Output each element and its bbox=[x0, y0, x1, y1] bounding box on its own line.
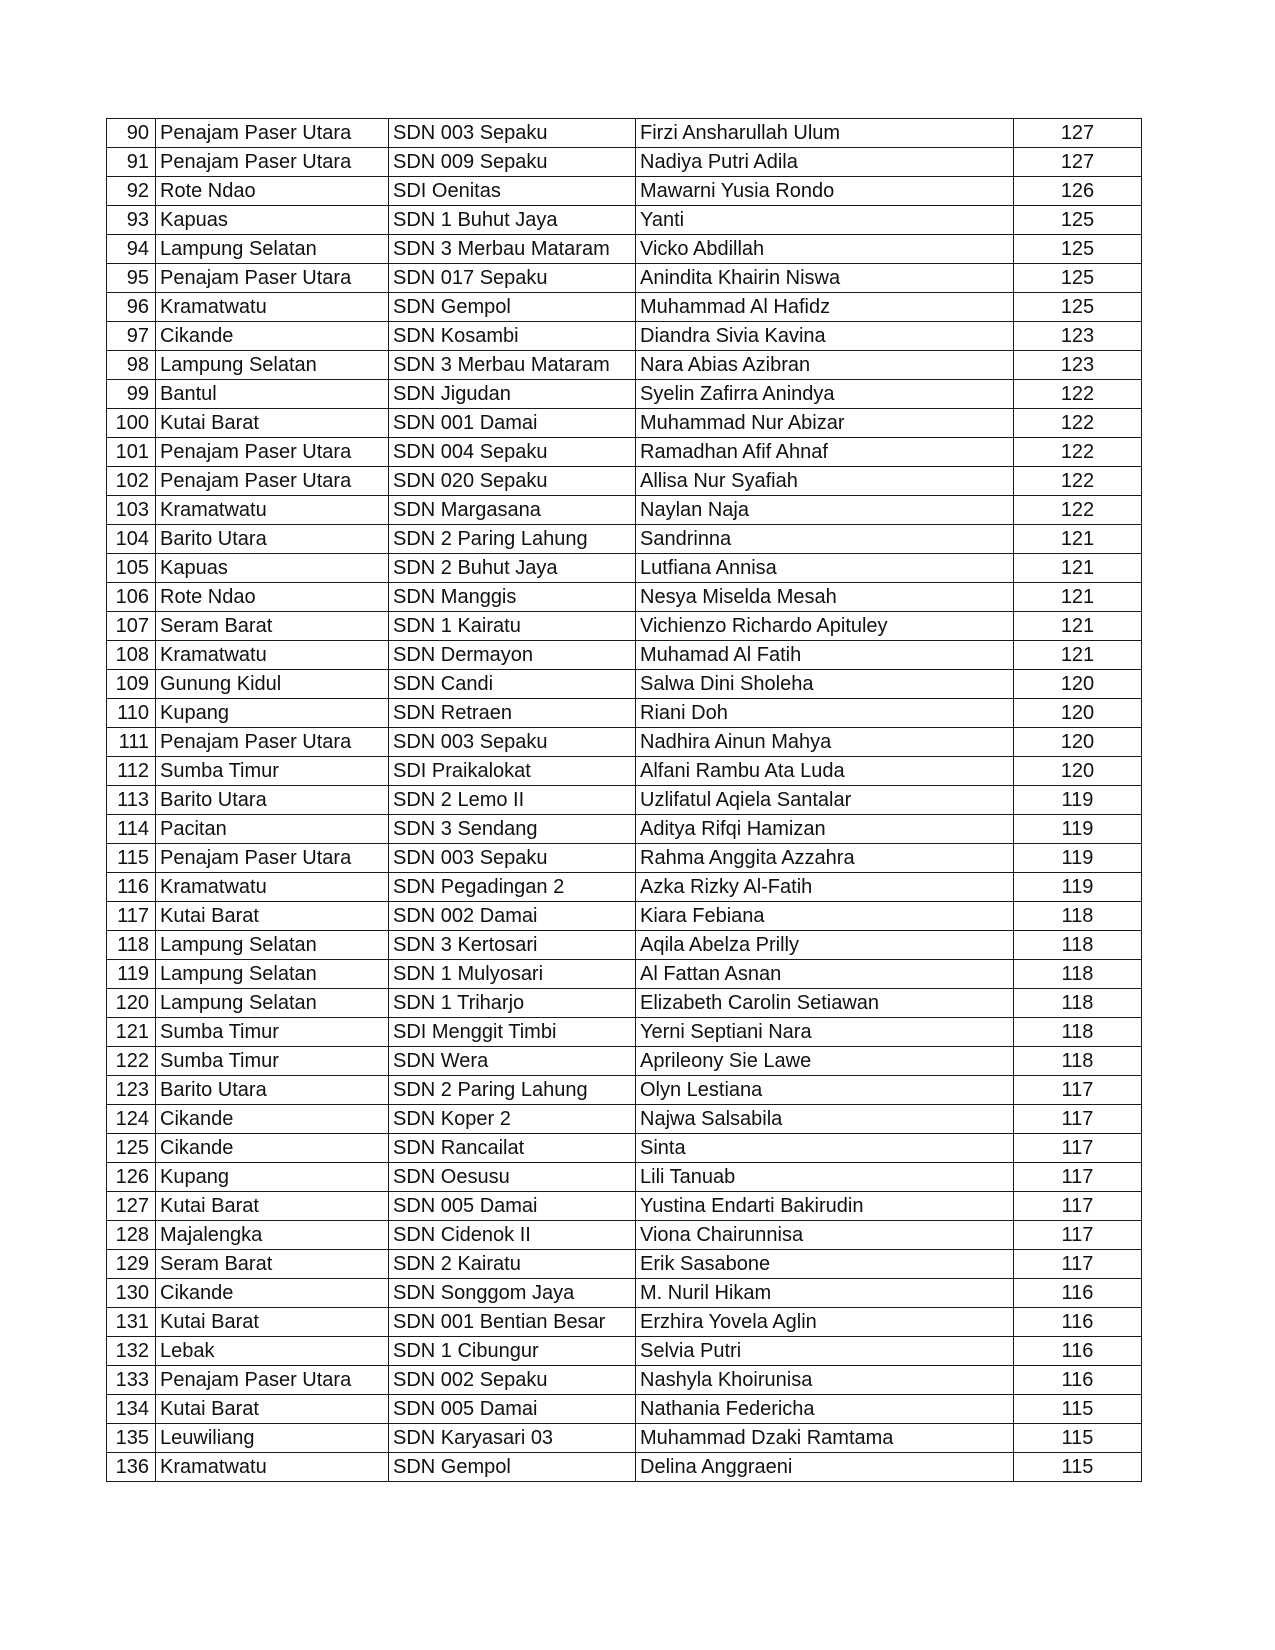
score-cell: 123 bbox=[1014, 351, 1142, 380]
score-cell: 115 bbox=[1014, 1453, 1142, 1482]
school-cell: SDN 004 Sepaku bbox=[389, 438, 636, 467]
school-cell: SDN Margasana bbox=[389, 496, 636, 525]
student-name-cell: Diandra Sivia Kavina bbox=[636, 322, 1014, 351]
rank-number-cell: 117 bbox=[107, 902, 156, 931]
score-cell: 127 bbox=[1014, 148, 1142, 177]
student-name-cell: Alfani Rambu Ata Luda bbox=[636, 757, 1014, 786]
score-cell: 115 bbox=[1014, 1395, 1142, 1424]
student-name-cell: Anindita Khairin Niswa bbox=[636, 264, 1014, 293]
rank-number-cell: 136 bbox=[107, 1453, 156, 1482]
table-row bbox=[107, 1018, 1142, 1047]
table-row bbox=[107, 1395, 1142, 1424]
school-cell: SDN 1 Buhut Jaya bbox=[389, 206, 636, 235]
student-name-cell: Ramadhan Afif Ahnaf bbox=[636, 438, 1014, 467]
region-cell: Lampung Selatan bbox=[156, 235, 389, 264]
region-cell: Kutai Barat bbox=[156, 409, 389, 438]
score-cell: 117 bbox=[1014, 1105, 1142, 1134]
school-cell: SDN 001 Damai bbox=[389, 409, 636, 438]
region-cell: Cikande bbox=[156, 1105, 389, 1134]
rank-number-cell: 124 bbox=[107, 1105, 156, 1134]
table-row bbox=[107, 641, 1142, 670]
student-name-cell: Nashyla Khoirunisa bbox=[636, 1366, 1014, 1395]
score-cell: 125 bbox=[1014, 293, 1142, 322]
school-cell: SDN 005 Damai bbox=[389, 1395, 636, 1424]
table-row bbox=[107, 322, 1142, 351]
rank-number-cell: 127 bbox=[107, 1192, 156, 1221]
school-cell: SDN 020 Sepaku bbox=[389, 467, 636, 496]
student-name-cell: Vicko Abdillah bbox=[636, 235, 1014, 264]
student-name-cell: Nadhira Ainun Mahya bbox=[636, 728, 1014, 757]
school-cell: SDN 003 Sepaku bbox=[389, 119, 636, 148]
school-cell: SDN Kosambi bbox=[389, 322, 636, 351]
score-cell: 127 bbox=[1014, 119, 1142, 148]
region-cell: Kutai Barat bbox=[156, 902, 389, 931]
table-row bbox=[107, 815, 1142, 844]
rank-number-cell: 116 bbox=[107, 873, 156, 902]
region-cell: Cikande bbox=[156, 322, 389, 351]
student-name-cell: Uzlifatul Aqiela Santalar bbox=[636, 786, 1014, 815]
school-cell: SDN 005 Damai bbox=[389, 1192, 636, 1221]
student-name-cell: Naylan Naja bbox=[636, 496, 1014, 525]
score-cell: 118 bbox=[1014, 931, 1142, 960]
score-cell: 121 bbox=[1014, 583, 1142, 612]
school-cell: SDN 3 Merbau Mataram bbox=[389, 235, 636, 264]
region-cell: Penajam Paser Utara bbox=[156, 438, 389, 467]
table-row bbox=[107, 1453, 1142, 1482]
rank-number-cell: 133 bbox=[107, 1366, 156, 1395]
table-row bbox=[107, 409, 1142, 438]
table-row bbox=[107, 583, 1142, 612]
student-name-cell: Erik Sasabone bbox=[636, 1250, 1014, 1279]
rank-number-cell: 90 bbox=[107, 119, 156, 148]
school-cell: SDN 1 Kairatu bbox=[389, 612, 636, 641]
school-cell: SDN Rancailat bbox=[389, 1134, 636, 1163]
school-cell: SDN 3 Merbau Mataram bbox=[389, 351, 636, 380]
school-cell: SDN 2 Kairatu bbox=[389, 1250, 636, 1279]
score-cell: 116 bbox=[1014, 1279, 1142, 1308]
school-cell: SDN Songgom Jaya bbox=[389, 1279, 636, 1308]
region-cell: Kramatwatu bbox=[156, 873, 389, 902]
student-name-cell: Lili Tanuab bbox=[636, 1163, 1014, 1192]
table-row bbox=[107, 467, 1142, 496]
score-cell: 125 bbox=[1014, 206, 1142, 235]
table-row bbox=[107, 438, 1142, 467]
region-cell: Gunung Kidul bbox=[156, 670, 389, 699]
region-cell: Rote Ndao bbox=[156, 583, 389, 612]
score-cell: 122 bbox=[1014, 496, 1142, 525]
score-cell: 121 bbox=[1014, 554, 1142, 583]
student-name-cell: Firzi Ansharullah Ulum bbox=[636, 119, 1014, 148]
score-cell: 118 bbox=[1014, 1018, 1142, 1047]
table-row bbox=[107, 960, 1142, 989]
rank-number-cell: 101 bbox=[107, 438, 156, 467]
table-row bbox=[107, 902, 1142, 931]
region-cell: Pacitan bbox=[156, 815, 389, 844]
score-cell: 122 bbox=[1014, 438, 1142, 467]
score-cell: 120 bbox=[1014, 699, 1142, 728]
table-row bbox=[107, 1366, 1142, 1395]
student-name-cell: Najwa Salsabila bbox=[636, 1105, 1014, 1134]
score-cell: 123 bbox=[1014, 322, 1142, 351]
student-name-cell: Mawarni Yusia Rondo bbox=[636, 177, 1014, 206]
rank-number-cell: 109 bbox=[107, 670, 156, 699]
rank-number-cell: 103 bbox=[107, 496, 156, 525]
region-cell: Barito Utara bbox=[156, 1076, 389, 1105]
table-row bbox=[107, 554, 1142, 583]
rank-number-cell: 115 bbox=[107, 844, 156, 873]
rank-number-cell: 121 bbox=[107, 1018, 156, 1047]
region-cell: Penajam Paser Utara bbox=[156, 264, 389, 293]
score-cell: 125 bbox=[1014, 235, 1142, 264]
rank-number-cell: 105 bbox=[107, 554, 156, 583]
school-cell: SDN Koper 2 bbox=[389, 1105, 636, 1134]
score-cell: 116 bbox=[1014, 1337, 1142, 1366]
table-row bbox=[107, 1221, 1142, 1250]
rank-number-cell: 118 bbox=[107, 931, 156, 960]
rank-number-cell: 135 bbox=[107, 1424, 156, 1453]
school-cell: SDI Menggit Timbi bbox=[389, 1018, 636, 1047]
region-cell: Leuwiliang bbox=[156, 1424, 389, 1453]
region-cell: Kramatwatu bbox=[156, 496, 389, 525]
school-cell: SDN 2 Paring Lahung bbox=[389, 525, 636, 554]
student-name-cell: Nadiya Putri Adila bbox=[636, 148, 1014, 177]
region-cell: Kutai Barat bbox=[156, 1308, 389, 1337]
student-name-cell: Yustina Endarti Bakirudin bbox=[636, 1192, 1014, 1221]
table-row bbox=[107, 1192, 1142, 1221]
table-row bbox=[107, 1337, 1142, 1366]
student-name-cell: Muhamad Al Fatih bbox=[636, 641, 1014, 670]
region-cell: Penajam Paser Utara bbox=[156, 119, 389, 148]
school-cell: SDN Jigudan bbox=[389, 380, 636, 409]
rank-number-cell: 97 bbox=[107, 322, 156, 351]
school-cell: SDN Dermayon bbox=[389, 641, 636, 670]
rank-number-cell: 107 bbox=[107, 612, 156, 641]
table-row bbox=[107, 1105, 1142, 1134]
school-cell: SDN Candi bbox=[389, 670, 636, 699]
region-cell: Lampung Selatan bbox=[156, 351, 389, 380]
rank-number-cell: 128 bbox=[107, 1221, 156, 1250]
table-row bbox=[107, 1163, 1142, 1192]
region-cell: Rote Ndao bbox=[156, 177, 389, 206]
student-name-cell: Nesya Miselda Mesah bbox=[636, 583, 1014, 612]
score-cell: 117 bbox=[1014, 1163, 1142, 1192]
student-name-cell: Aditya Rifqi Hamizan bbox=[636, 815, 1014, 844]
table-row bbox=[107, 496, 1142, 525]
school-cell: SDN 003 Sepaku bbox=[389, 728, 636, 757]
school-cell: SDI Praikalokat bbox=[389, 757, 636, 786]
table-row bbox=[107, 699, 1142, 728]
rank-number-cell: 98 bbox=[107, 351, 156, 380]
score-cell: 120 bbox=[1014, 728, 1142, 757]
rank-number-cell: 102 bbox=[107, 467, 156, 496]
region-cell: Penajam Paser Utara bbox=[156, 728, 389, 757]
school-cell: SDN Wera bbox=[389, 1047, 636, 1076]
region-cell: Sumba Timur bbox=[156, 1047, 389, 1076]
table-row bbox=[107, 148, 1142, 177]
rank-number-cell: 94 bbox=[107, 235, 156, 264]
table-row bbox=[107, 380, 1142, 409]
student-name-cell: Lutfiana Annisa bbox=[636, 554, 1014, 583]
rank-number-cell: 91 bbox=[107, 148, 156, 177]
score-cell: 122 bbox=[1014, 380, 1142, 409]
school-cell: SDN Oesusu bbox=[389, 1163, 636, 1192]
score-cell: 119 bbox=[1014, 844, 1142, 873]
rank-number-cell: 110 bbox=[107, 699, 156, 728]
table-row bbox=[107, 989, 1142, 1018]
rank-number-cell: 99 bbox=[107, 380, 156, 409]
school-cell: SDN 001 Bentian Besar bbox=[389, 1308, 636, 1337]
score-cell: 117 bbox=[1014, 1221, 1142, 1250]
score-cell: 118 bbox=[1014, 902, 1142, 931]
school-cell: SDN Karyasari 03 bbox=[389, 1424, 636, 1453]
region-cell: Barito Utara bbox=[156, 525, 389, 554]
school-cell: SDN 2 Buhut Jaya bbox=[389, 554, 636, 583]
student-name-cell: Elizabeth Carolin Setiawan bbox=[636, 989, 1014, 1018]
student-name-cell: Aprileony Sie Lawe bbox=[636, 1047, 1014, 1076]
school-cell: SDN 2 Paring Lahung bbox=[389, 1076, 636, 1105]
table-row bbox=[107, 844, 1142, 873]
table-row bbox=[107, 1308, 1142, 1337]
rank-number-cell: 126 bbox=[107, 1163, 156, 1192]
student-name-cell: Olyn Lestiana bbox=[636, 1076, 1014, 1105]
table-row bbox=[107, 757, 1142, 786]
table-row bbox=[107, 235, 1142, 264]
rank-number-cell: 112 bbox=[107, 757, 156, 786]
region-cell: Lampung Selatan bbox=[156, 960, 389, 989]
score-cell: 118 bbox=[1014, 960, 1142, 989]
student-name-cell: Viona Chairunnisa bbox=[636, 1221, 1014, 1250]
student-name-cell: M. Nuril Hikam bbox=[636, 1279, 1014, 1308]
rank-number-cell: 111 bbox=[107, 728, 156, 757]
rank-number-cell: 125 bbox=[107, 1134, 156, 1163]
region-cell: Kapuas bbox=[156, 554, 389, 583]
student-name-cell: Delina Anggraeni bbox=[636, 1453, 1014, 1482]
ranking-table-body bbox=[107, 119, 1142, 1482]
student-name-cell: Yerni Septiani Nara bbox=[636, 1018, 1014, 1047]
region-cell: Bantul bbox=[156, 380, 389, 409]
rank-number-cell: 120 bbox=[107, 989, 156, 1018]
region-cell: Lebak bbox=[156, 1337, 389, 1366]
region-cell: Penajam Paser Utara bbox=[156, 467, 389, 496]
region-cell: Kramatwatu bbox=[156, 293, 389, 322]
school-cell: SDN 3 Kertosari bbox=[389, 931, 636, 960]
table-row bbox=[107, 728, 1142, 757]
student-name-cell: Allisa Nur Syafiah bbox=[636, 467, 1014, 496]
school-cell: SDI Oenitas bbox=[389, 177, 636, 206]
school-cell: SDN 1 Mulyosari bbox=[389, 960, 636, 989]
region-cell: Penajam Paser Utara bbox=[156, 148, 389, 177]
table-row bbox=[107, 525, 1142, 554]
score-cell: 122 bbox=[1014, 409, 1142, 438]
score-cell: 121 bbox=[1014, 641, 1142, 670]
rank-number-cell: 113 bbox=[107, 786, 156, 815]
score-cell: 122 bbox=[1014, 467, 1142, 496]
student-name-cell: Yanti bbox=[636, 206, 1014, 235]
table-row bbox=[107, 293, 1142, 322]
student-name-cell: Nathania Federicha bbox=[636, 1395, 1014, 1424]
school-cell: SDN 1 Triharjo bbox=[389, 989, 636, 1018]
school-cell: SDN 2 Lemo II bbox=[389, 786, 636, 815]
school-cell: SDN Pegadingan 2 bbox=[389, 873, 636, 902]
school-cell: SDN Manggis bbox=[389, 583, 636, 612]
region-cell: Kapuas bbox=[156, 206, 389, 235]
student-name-cell: Salwa Dini Sholeha bbox=[636, 670, 1014, 699]
score-cell: 125 bbox=[1014, 264, 1142, 293]
school-cell: SDN 017 Sepaku bbox=[389, 264, 636, 293]
rank-number-cell: 93 bbox=[107, 206, 156, 235]
school-cell: SDN Cidenok II bbox=[389, 1221, 636, 1250]
table-row bbox=[107, 1279, 1142, 1308]
region-cell: Kramatwatu bbox=[156, 641, 389, 670]
table-row bbox=[107, 873, 1142, 902]
school-cell: SDN Gempol bbox=[389, 293, 636, 322]
score-cell: 118 bbox=[1014, 1047, 1142, 1076]
school-cell: SDN 3 Sendang bbox=[389, 815, 636, 844]
score-cell: 126 bbox=[1014, 177, 1142, 206]
rank-number-cell: 122 bbox=[107, 1047, 156, 1076]
table-row bbox=[107, 1134, 1142, 1163]
student-name-cell: Sinta bbox=[636, 1134, 1014, 1163]
score-cell: 121 bbox=[1014, 525, 1142, 554]
rank-number-cell: 129 bbox=[107, 1250, 156, 1279]
region-cell: Seram Barat bbox=[156, 612, 389, 641]
region-cell: Barito Utara bbox=[156, 786, 389, 815]
rank-number-cell: 114 bbox=[107, 815, 156, 844]
region-cell: Cikande bbox=[156, 1279, 389, 1308]
table-row bbox=[107, 1047, 1142, 1076]
table-row bbox=[107, 931, 1142, 960]
region-cell: Seram Barat bbox=[156, 1250, 389, 1279]
student-name-cell: Nara Abias Azibran bbox=[636, 351, 1014, 380]
region-cell: Kupang bbox=[156, 699, 389, 728]
score-cell: 119 bbox=[1014, 786, 1142, 815]
student-name-cell: Muhammad Al Hafidz bbox=[636, 293, 1014, 322]
rank-number-cell: 134 bbox=[107, 1395, 156, 1424]
student-name-cell: Erzhira Yovela Aglin bbox=[636, 1308, 1014, 1337]
student-name-cell: Selvia Putri bbox=[636, 1337, 1014, 1366]
region-cell: Lampung Selatan bbox=[156, 989, 389, 1018]
table-row bbox=[107, 1076, 1142, 1105]
rank-number-cell: 123 bbox=[107, 1076, 156, 1105]
rank-number-cell: 92 bbox=[107, 177, 156, 206]
rank-number-cell: 104 bbox=[107, 525, 156, 554]
rank-number-cell: 100 bbox=[107, 409, 156, 438]
rank-number-cell: 95 bbox=[107, 264, 156, 293]
table-row bbox=[107, 206, 1142, 235]
score-cell: 117 bbox=[1014, 1250, 1142, 1279]
student-name-cell: Muhammad Dzaki Ramtama bbox=[636, 1424, 1014, 1453]
rank-number-cell: 132 bbox=[107, 1337, 156, 1366]
table-row bbox=[107, 1424, 1142, 1453]
table-row bbox=[107, 1250, 1142, 1279]
score-cell: 116 bbox=[1014, 1366, 1142, 1395]
region-cell: Penajam Paser Utara bbox=[156, 844, 389, 873]
school-cell: SDN 003 Sepaku bbox=[389, 844, 636, 873]
rank-number-cell: 108 bbox=[107, 641, 156, 670]
ranking-table bbox=[106, 118, 1142, 1482]
student-name-cell: Sandrinna bbox=[636, 525, 1014, 554]
student-name-cell: Al Fattan Asnan bbox=[636, 960, 1014, 989]
table-row bbox=[107, 786, 1142, 815]
student-name-cell: Rahma Anggita Azzahra bbox=[636, 844, 1014, 873]
school-cell: SDN Retraen bbox=[389, 699, 636, 728]
student-name-cell: Aqila Abelza Prilly bbox=[636, 931, 1014, 960]
score-cell: 116 bbox=[1014, 1308, 1142, 1337]
table-row bbox=[107, 351, 1142, 380]
student-name-cell: Kiara Febiana bbox=[636, 902, 1014, 931]
score-cell: 117 bbox=[1014, 1134, 1142, 1163]
table-row bbox=[107, 264, 1142, 293]
region-cell: Penajam Paser Utara bbox=[156, 1366, 389, 1395]
score-cell: 117 bbox=[1014, 1192, 1142, 1221]
school-cell: SDN 009 Sepaku bbox=[389, 148, 636, 177]
score-cell: 119 bbox=[1014, 873, 1142, 902]
student-name-cell: Syelin Zafirra Anindya bbox=[636, 380, 1014, 409]
score-cell: 120 bbox=[1014, 670, 1142, 699]
rank-number-cell: 96 bbox=[107, 293, 156, 322]
school-cell: SDN 002 Damai bbox=[389, 902, 636, 931]
school-cell: SDN 1 Cibungur bbox=[389, 1337, 636, 1366]
score-cell: 119 bbox=[1014, 815, 1142, 844]
table-row bbox=[107, 612, 1142, 641]
student-name-cell: Vichienzo Richardo Apituley bbox=[636, 612, 1014, 641]
score-cell: 121 bbox=[1014, 612, 1142, 641]
score-cell: 118 bbox=[1014, 989, 1142, 1018]
table-row bbox=[107, 670, 1142, 699]
student-name-cell: Azka Rizky Al-Fatih bbox=[636, 873, 1014, 902]
region-cell: Kutai Barat bbox=[156, 1395, 389, 1424]
student-name-cell: Muhammad Nur Abizar bbox=[636, 409, 1014, 438]
student-name-cell: Riani Doh bbox=[636, 699, 1014, 728]
region-cell: Sumba Timur bbox=[156, 1018, 389, 1047]
rank-number-cell: 131 bbox=[107, 1308, 156, 1337]
region-cell: Sumba Timur bbox=[156, 757, 389, 786]
rank-number-cell: 106 bbox=[107, 583, 156, 612]
region-cell: Cikande bbox=[156, 1134, 389, 1163]
rank-number-cell: 119 bbox=[107, 960, 156, 989]
region-cell: Majalengka bbox=[156, 1221, 389, 1250]
school-cell: SDN Gempol bbox=[389, 1453, 636, 1482]
school-cell: SDN 002 Sepaku bbox=[389, 1366, 636, 1395]
table-row bbox=[107, 177, 1142, 206]
region-cell: Kupang bbox=[156, 1163, 389, 1192]
region-cell: Lampung Selatan bbox=[156, 931, 389, 960]
score-cell: 120 bbox=[1014, 757, 1142, 786]
score-cell: 117 bbox=[1014, 1076, 1142, 1105]
score-cell: 115 bbox=[1014, 1424, 1142, 1453]
region-cell: Kutai Barat bbox=[156, 1192, 389, 1221]
rank-number-cell: 130 bbox=[107, 1279, 156, 1308]
region-cell: Kramatwatu bbox=[156, 1453, 389, 1482]
table-row bbox=[107, 119, 1142, 148]
